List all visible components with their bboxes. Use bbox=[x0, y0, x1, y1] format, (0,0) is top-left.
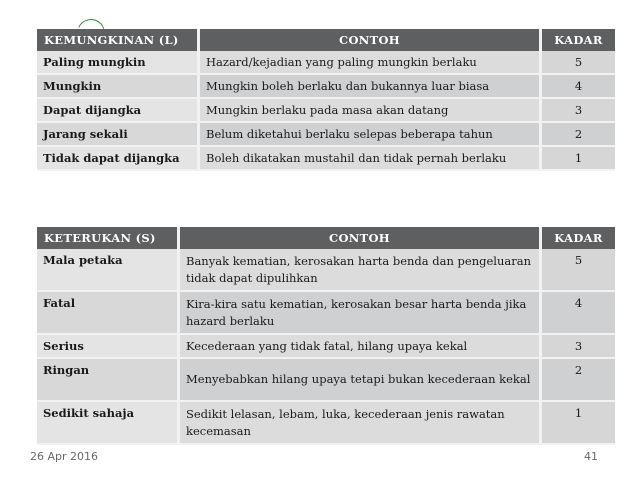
likelihood-example: Boleh dikatakan mustahil dan tidak pernah berlaku bbox=[200, 147, 542, 171]
likelihood-rating: 3 bbox=[542, 99, 615, 123]
severity-level: Mala petaka bbox=[37, 249, 180, 292]
header-rating: KADAR bbox=[542, 227, 615, 249]
likelihood-level: Jarang sekali bbox=[37, 123, 200, 147]
header-rating: KADAR bbox=[542, 29, 615, 51]
table-header-row bbox=[37, 29, 615, 51]
severity-rating: 3 bbox=[542, 335, 615, 359]
likelihood-rating: 5 bbox=[542, 51, 615, 75]
severity-level: Serius bbox=[37, 335, 180, 359]
likelihood-level: Mungkin bbox=[37, 75, 200, 99]
severity-rating: 4 bbox=[542, 292, 615, 335]
severity-example: Sedikit lelasan, lebam, luka, kecederaan jenis rawatan kecemasan bbox=[180, 402, 542, 445]
likelihood-example: Hazard/kejadian yang paling mungkin berlaku bbox=[200, 51, 542, 75]
severity-level: Sedikit sahaja bbox=[37, 402, 180, 445]
header-likelihood: KEMUNGKINAN (L) bbox=[37, 29, 200, 51]
table-row bbox=[37, 335, 615, 359]
likelihood-level: Tidak dapat dijangka bbox=[37, 147, 200, 171]
table-row bbox=[37, 147, 615, 171]
table-row bbox=[37, 359, 615, 402]
table-row bbox=[37, 75, 615, 99]
likelihood-example: Mungkin berlaku pada masa akan datang bbox=[200, 99, 542, 123]
likelihood-table bbox=[37, 29, 615, 171]
header-example: CONTOH bbox=[200, 29, 542, 51]
severity-level: Ringan bbox=[37, 359, 180, 402]
likelihood-level: Paling mungkin bbox=[37, 51, 200, 75]
table-row bbox=[37, 402, 615, 445]
severity-example: Kira-kira satu kematian, kerosakan besar harta benda jika hazard berlaku bbox=[180, 292, 542, 335]
likelihood-example: Mungkin boleh berlaku dan bukannya luar biasa bbox=[200, 75, 542, 99]
footer-date: 26 Apr 2016 bbox=[30, 450, 99, 463]
likelihood-rating: 2 bbox=[542, 123, 615, 147]
severity-example: Kecederaan yang tidak fatal, hilang upaya kekal bbox=[180, 335, 542, 359]
severity-level: Fatal bbox=[37, 292, 180, 335]
table-row bbox=[37, 123, 615, 147]
table-row bbox=[37, 51, 615, 75]
table-header-row bbox=[37, 227, 615, 249]
severity-table bbox=[37, 227, 615, 445]
severity-rating: 5 bbox=[542, 249, 615, 292]
header-severity: KETERUKAN (S) bbox=[37, 227, 180, 249]
table-row bbox=[37, 99, 615, 123]
table-row bbox=[37, 249, 615, 292]
header-example: CONTOH bbox=[180, 227, 542, 249]
severity-example: Menyebabkan hilang upaya tetapi bukan kecederaan kekal bbox=[180, 359, 542, 402]
likelihood-rating: 4 bbox=[542, 75, 615, 99]
likelihood-example: Belum diketahui berlaku selepas beberapa tahun bbox=[200, 123, 542, 147]
severity-rating: 2 bbox=[542, 359, 615, 402]
severity-rating: 1 bbox=[542, 402, 615, 445]
likelihood-level: Dapat dijangka bbox=[37, 99, 200, 123]
likelihood-rating: 1 bbox=[542, 147, 615, 171]
page-number: 41 bbox=[584, 450, 598, 463]
table-row bbox=[37, 292, 615, 335]
severity-example: Banyak kematian, kerosakan harta benda dan pengeluaran tidak dapat dipulihkan bbox=[180, 249, 542, 292]
